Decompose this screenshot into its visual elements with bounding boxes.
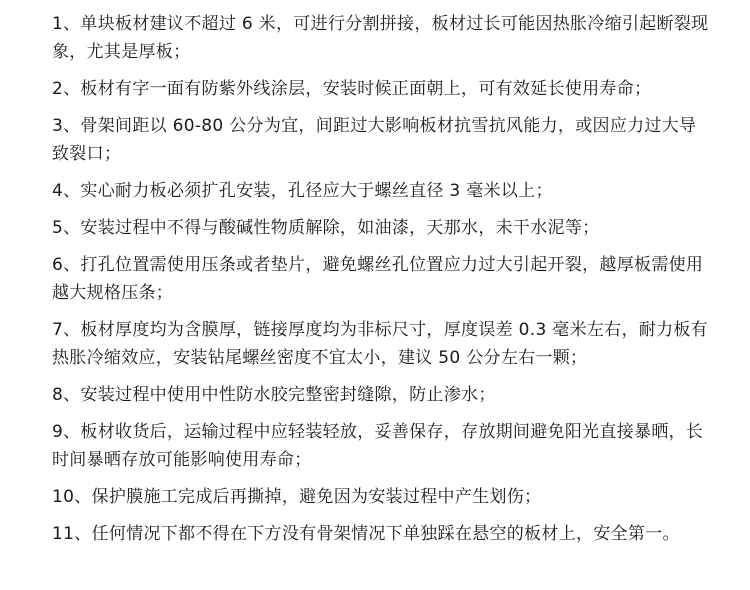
item-number: 1、 [52,14,81,34]
item-text: 实心耐力板必须扩孔安装，孔径应大于螺丝直径 3 毫米以上； [80,181,553,201]
list-item [52,316,712,372]
list-item [52,251,712,307]
list-item [52,520,712,548]
item-text: 安装过程中使用中性防水胶完整密封缝隙，防止渗水； [80,385,496,405]
list-item [52,381,712,409]
item-number: 5、 [52,218,81,238]
item-text: 安装过程中不得与酸碱性物质解除，如油漆，天那水，未干水泥等； [80,218,600,238]
list-item [52,214,712,242]
list-item [52,112,712,168]
item-text: 板材厚度均为含膜厚，链接厚度均为非标尺寸，厚度误差 0.3 毫米左右，耐力板有热胀冷缩效应，安装钻尾螺丝密度不宜太小，建议 50 公分左右一颗； [52,320,708,368]
item-number: 7、 [52,320,81,340]
item-number: 4、 [52,181,81,201]
item-text: 骨架间距以 60-80 公分为宜，间距过大影响板材抗雪抗风能力，或因应力过大导致裂口； [52,116,697,164]
item-number: 2、 [52,79,81,99]
item-text: 任何情况下都不得在下方没有骨架情况下单独踩在悬空的板材上，安全第一。 [91,524,680,544]
list-item [52,483,712,511]
item-number: 3、 [52,116,81,136]
item-text: 板材收货后，运输过程中应轻装轻放，妥善保存，存放期间避免阳光直接暴晒，长时间暴晒存放可能影响使用寿命； [52,422,704,470]
list-item [52,177,712,205]
list-item [52,418,712,474]
item-number: 10、 [52,487,92,507]
list-item [52,10,712,66]
item-text: 打孔位置需使用压条或者垫片，避免螺丝孔位置应力过大引起开裂，越厚板需使用越大规格压条； [52,255,704,303]
item-number: 11、 [52,524,92,544]
item-text: 板材有字一面有防紫外线涂层，安装时候正面朝上，可有效延长使用寿命； [80,79,652,99]
item-text: 保护膜施工完成后再撕掉，避免因为安装过程中产生划伤； [91,487,542,507]
item-number: 9、 [52,422,81,442]
item-number: 8、 [52,385,81,405]
item-text: 单块板材建议不超过 6 米，可进行分割拼接，板材过长可能因热胀冷缩引起断裂现象，尤其是厚板； [52,14,709,62]
item-number: 6、 [52,255,81,275]
list-item [52,75,712,103]
